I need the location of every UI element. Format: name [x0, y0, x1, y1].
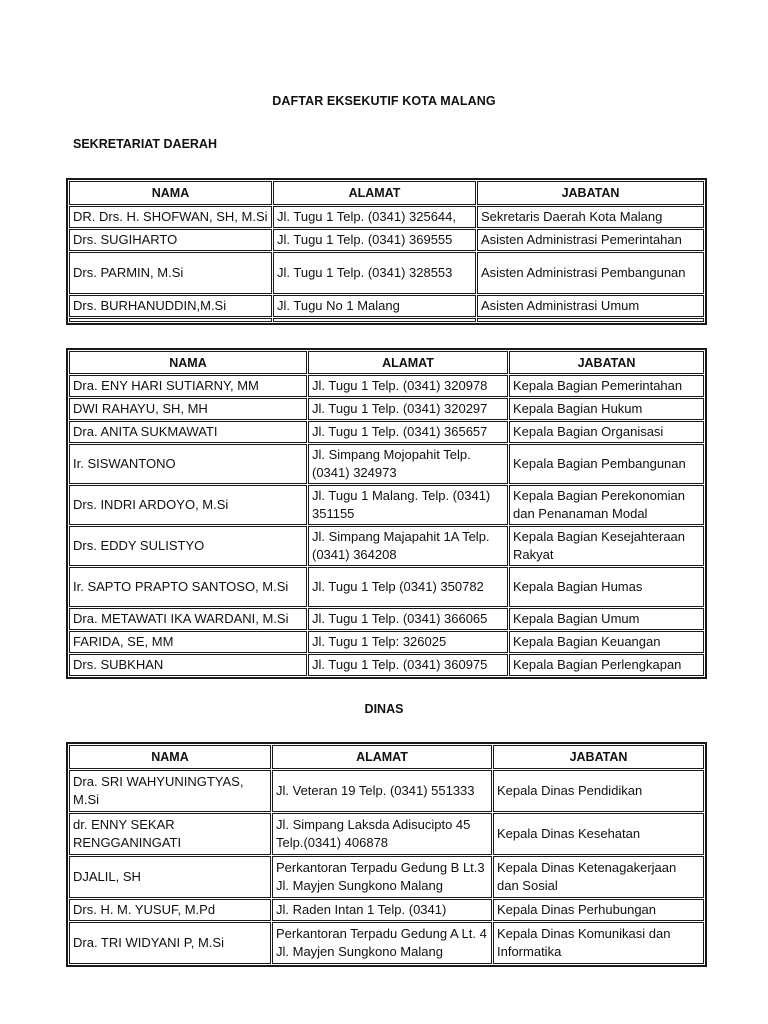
cell-nama: Dra. SRI WAHYUNINGTYAS, M.Si: [69, 770, 271, 812]
table-row: [69, 444, 704, 484]
header-alamat: ALAMAT: [273, 181, 476, 205]
table-row: [69, 375, 704, 397]
cell-jabatan: Asisten Administrasi Pemerintahan: [477, 229, 704, 251]
table-row: [69, 567, 704, 607]
cell-nama: Drs. SUBKHAN: [69, 654, 307, 676]
cell-alamat: Jl. Tugu 1 Telp. (0341) 320978: [308, 375, 508, 397]
table-row: [69, 631, 704, 653]
cell-nama: DJALIL, SH: [69, 856, 271, 898]
cell-jabatan: Kepala Bagian Kesejahteraan Rakyat: [509, 526, 704, 566]
cell-alamat: Perkantoran Terpadu Gedung A Lt. 4 Jl. Mayjen Sungkono Malang: [272, 922, 492, 964]
cell-nama: Ir. SISWANTONO: [69, 444, 307, 484]
header-nama: NAMA: [69, 745, 271, 769]
cell-jabatan: Kepala Bagian Perlengkapan: [509, 654, 704, 676]
cell-nama: Drs. EDDY SULISTYO: [69, 526, 307, 566]
cell-alamat: Jl. Tugu 1 Telp. (0341) 369555: [273, 229, 476, 251]
cell-alamat: Jl. Tugu 1 Telp. (0341) 365657: [308, 421, 508, 443]
header-nama: NAMA: [69, 351, 307, 374]
cell-nama: Drs. INDRI ARDOYO, M.Si: [69, 485, 307, 525]
section-label-dinas: DINAS: [364, 702, 404, 716]
table-row: [69, 526, 704, 566]
table-row: [69, 922, 704, 964]
filler-cell: [69, 318, 272, 322]
cell-alamat: Jl. Simpang Mojopahit Telp. (0341) 324973: [308, 444, 508, 484]
filler-cell: [477, 318, 704, 322]
cell-nama: Dra. ANITA SUKMAWATI: [69, 421, 307, 443]
table-row: [69, 229, 704, 251]
table-dinas: [66, 742, 707, 967]
section-label-sekretariat: SEKRETARIAT DAERAH: [73, 137, 217, 151]
table-row: [69, 654, 704, 676]
cell-alamat: Jl. Tugu 1 Telp (0341) 350782: [308, 567, 508, 607]
cell-jabatan: Kepala Dinas Pendidikan: [493, 770, 704, 812]
cell-nama: Drs. BURHANUDDIN,M.Si: [69, 295, 272, 317]
filler-cell: [273, 318, 476, 322]
cell-alamat: Jl. Simpang Laksda Adisucipto 45 Telp.(0341) 406878: [272, 813, 492, 855]
cell-jabatan: Asisten Administrasi Umum: [477, 295, 704, 317]
cell-alamat: Jl. Tugu No 1 Malang: [273, 295, 476, 317]
cell-nama: Ir. SAPTO PRAPTO SANTOSO, M.Si: [69, 567, 307, 607]
cell-jabatan: Kepala Bagian Humas: [509, 567, 704, 607]
table-row: [69, 485, 704, 525]
cell-alamat: Jl. Tugu 1 Telp. (0341) 360975: [308, 654, 508, 676]
table-row: [69, 398, 704, 420]
cell-jabatan: Kepala Bagian Hukum: [509, 398, 704, 420]
header-jabatan: JABATAN: [493, 745, 704, 769]
cell-nama: Drs. SUGIHARTO: [69, 229, 272, 251]
cell-nama: Drs. PARMIN, M.Si: [69, 252, 272, 294]
cell-alamat: Jl. Veteran 19 Telp. (0341) 551333: [272, 770, 492, 812]
cell-jabatan: Kepala Dinas Kesehatan: [493, 813, 704, 855]
table-row: [69, 421, 704, 443]
cell-nama: Dra. ENY HARI SUTIARNY, MM: [69, 375, 307, 397]
cell-nama: Dra. METAWATI IKA WARDANI, M.Si: [69, 608, 307, 630]
cell-jabatan: Sekretaris Daerah Kota Malang: [477, 206, 704, 228]
cell-alamat: Jl. Tugu 1 Malang. Telp. (0341) 351155: [308, 485, 508, 525]
cell-jabatan: Kepala Dinas Ketenagakerjaan dan Sosial: [493, 856, 704, 898]
cell-jabatan: Kepala Bagian Keuangan: [509, 631, 704, 653]
header-alamat: ALAMAT: [272, 745, 492, 769]
table-sekretariat-daerah: [66, 178, 707, 325]
cell-jabatan: Kepala Bagian Pembangunan: [509, 444, 704, 484]
header-nama: NAMA: [69, 181, 272, 205]
cell-jabatan: Kepala Bagian Pemerintahan: [509, 375, 704, 397]
cell-nama: DR. Drs. H. SHOFWAN, SH, M.Si: [69, 206, 272, 228]
header-jabatan: JABATAN: [509, 351, 704, 374]
cell-jabatan: Kepala Dinas Perhubungan: [493, 899, 704, 921]
table-row: [69, 252, 704, 294]
cell-jabatan: Asisten Administrasi Pembangunan: [477, 252, 704, 294]
table-row: [69, 770, 704, 812]
cell-nama: FARIDA, SE, MM: [69, 631, 307, 653]
table-row: [69, 295, 704, 317]
header-jabatan: JABATAN: [477, 181, 704, 205]
cell-alamat: Perkantoran Terpadu Gedung B Lt.3 Jl. Mayjen Sungkono Malang: [272, 856, 492, 898]
table-row: [69, 813, 704, 855]
cell-alamat: Jl. Tugu 1 Telp. (0341) 320297: [308, 398, 508, 420]
table-row: [69, 856, 704, 898]
cell-alamat: Jl. Simpang Majapahit 1A Telp. (0341) 364208: [308, 526, 508, 566]
table-row: [69, 608, 704, 630]
header-alamat: ALAMAT: [308, 351, 508, 374]
cell-nama: Dra. TRI WIDYANI P, M.Si: [69, 922, 271, 964]
cell-nama: dr. ENNY SEKAR RENGGANINGATI: [69, 813, 271, 855]
cell-alamat: Jl. Tugu 1 Telp: 326025: [308, 631, 508, 653]
cell-alamat: Jl. Tugu 1 Telp. (0341) 366065: [308, 608, 508, 630]
cell-alamat: Jl. Tugu 1 Telp. (0341) 328553: [273, 252, 476, 294]
cell-jabatan: Kepala Bagian Perekonomian dan Penanaman Modal: [509, 485, 704, 525]
cell-nama: DWI RAHAYU, SH, MH: [69, 398, 307, 420]
cell-alamat: Jl. Raden Intan 1 Telp. (0341): [272, 899, 492, 921]
table-row: [69, 206, 704, 228]
cell-alamat: Jl. Tugu 1 Telp. (0341) 325644,: [273, 206, 476, 228]
cell-jabatan: Kepala Bagian Umum: [509, 608, 704, 630]
document-title: DAFTAR EKSEKUTIF KOTA MALANG: [272, 94, 496, 108]
table-filler-row: [69, 318, 704, 322]
table-kepala-bagian: [66, 348, 707, 679]
cell-jabatan: Kepala Bagian Organisasi: [509, 421, 704, 443]
cell-nama: Drs. H. M. YUSUF, M.Pd: [69, 899, 271, 921]
table-row: [69, 899, 704, 921]
cell-jabatan: Kepala Dinas Komunikasi dan Informatika: [493, 922, 704, 964]
